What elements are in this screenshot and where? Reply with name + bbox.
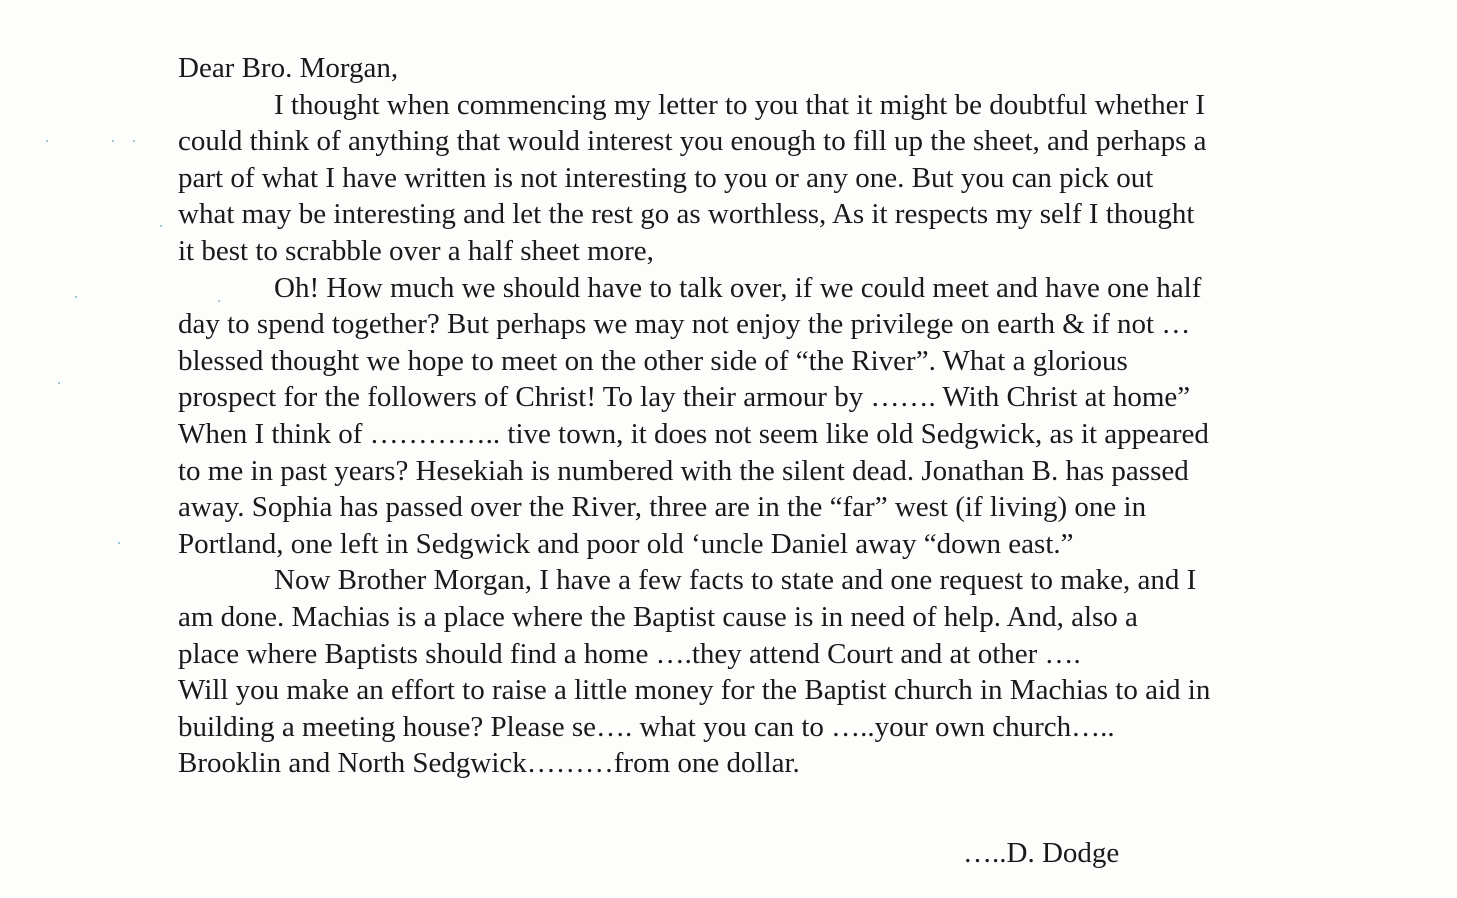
ink-speck (160, 225, 162, 227)
letter-line: part of what I have written is not interesting to you or any one. But you can pick out (178, 161, 1154, 194)
letter-line: Brooklin and North Sedgwick………from one dollar. (178, 747, 800, 780)
signature: …..D. Dodge (963, 837, 1120, 869)
letter-line: Will you make an effort to raise a little money for the Baptist church in Machias to aid in (178, 674, 1211, 707)
letter-line: Portland, one left in Sedgwick and poor old ‘uncle Daniel away “down east.” (178, 527, 1074, 560)
letter-line: could think of anything that would interest you enough to fill up the sheet, and perhaps a (178, 125, 1207, 158)
letter-line: what may be interesting and let the rest go as worthless, As it respects my self I thought (178, 198, 1195, 231)
letter-line: away. Sophia has passed over the River, three are in the “far” west (if living) one in (178, 491, 1147, 524)
ink-speck (46, 140, 48, 142)
salutation: Dear Bro. Morgan, (178, 52, 399, 84)
ink-speck (112, 140, 114, 142)
letter-line: prospect for the followers of Christ! To lay their armour by ……. With Christ at home” (178, 381, 1191, 414)
letter-line: Oh! How much we should have to talk over, if we could meet and have one half (274, 271, 1202, 304)
letter-line: place where Baptists should find a home ….they attend Court and at other …. (178, 637, 1081, 670)
letter-line: to me in past years? Hesekiah is numbered with the silent dead. Jonathan B. has passed (178, 454, 1189, 487)
ink-speck (118, 542, 120, 544)
letter-line: day to spend together? But perhaps we may not enjoy the privilege on earth & if not … (178, 308, 1191, 341)
letter-line: it best to scrabble over a half sheet more, (178, 234, 654, 267)
ink-speck (75, 296, 77, 298)
letter-line: I thought when commencing my letter to you that it might be doubtful whether I (274, 88, 1206, 121)
letter-line: building a meeting house? Please se…. what you can to …..your own church….. (178, 710, 1115, 743)
letter-line: blessed thought we hope to meet on the other side of “the River”. What a glorious (178, 344, 1128, 377)
ink-speck (58, 382, 60, 384)
letter-line: When I think of ………….. tive town, it does not seem like old Sedgwick, as it appeared (178, 417, 1209, 450)
letter-body (178, 50, 1353, 782)
letter-line: Now Brother Morgan, I have a few facts to state and one request to make, and I (274, 564, 1197, 597)
letter-line: am done. Machias is a place where the Baptist cause is in need of help. And, also a (178, 600, 1138, 633)
ink-speck (133, 140, 135, 142)
